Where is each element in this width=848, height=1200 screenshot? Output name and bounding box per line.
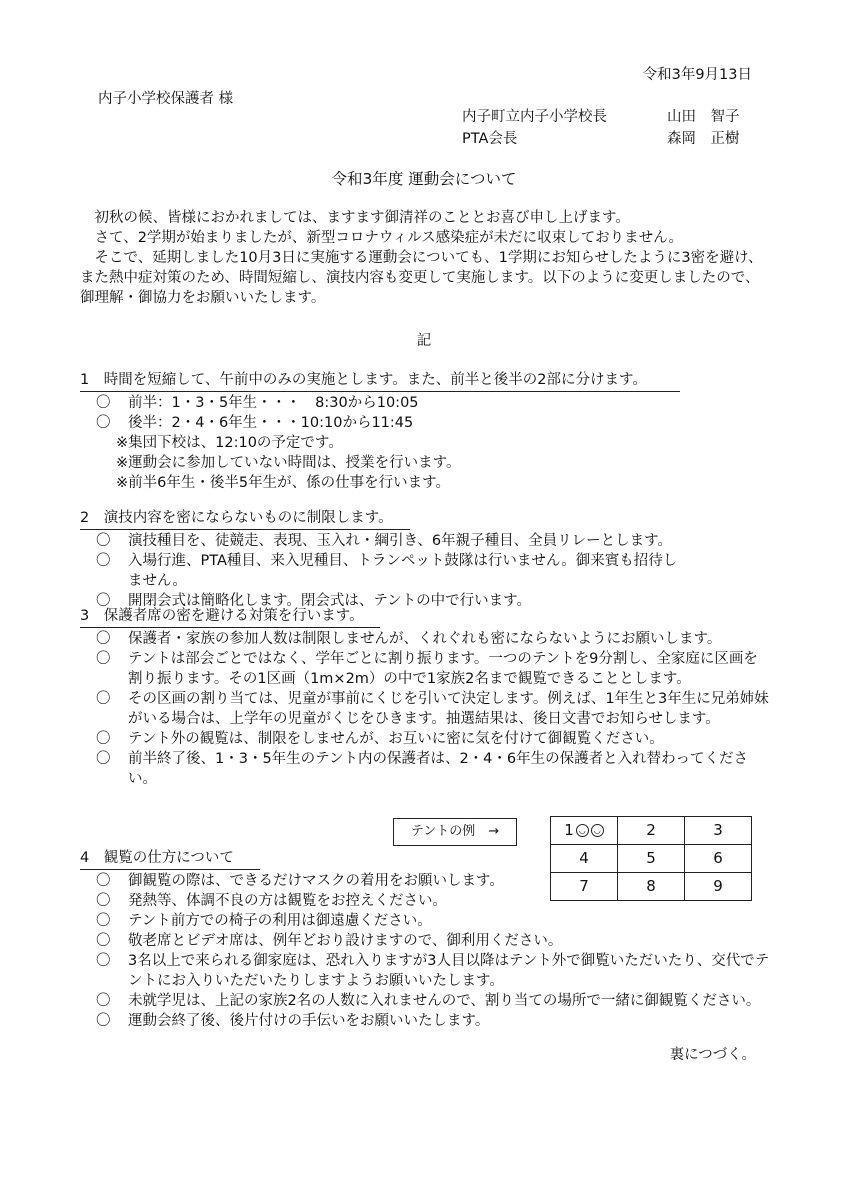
section-heading: 3 保護者席の密を避ける対策を行います。 [80,606,380,628]
note: ※運動会に参加していない時間は、授業を行います。 [116,455,461,471]
list-item-text: 発熱等、体調不良の方は観覧をお控えください。 [128,893,447,909]
circle-bullet-icon: 〇 [96,415,111,431]
tent-cell: 6 [685,845,752,873]
list-item [80,729,770,749]
smiley-icon: ◡ [591,824,604,837]
section-heading: 4 観覧の仕方について [80,848,260,870]
list-item-text: 入場行進、PTA種目、来入児種目、トランペット鼓隊は行いません。御来賓も招待しません。 [128,553,678,589]
list-item [80,911,770,931]
list-item [80,991,770,1011]
list-item-text: テントは部会ごとではなく、学年ごとに割り振ります。一つのテントを9分割し、全家庭に区画を割り振ります。その1区画（1m×2m）の中で1家族2名まで観覧できることとします。 [128,651,758,687]
signature-name: 森岡 正樹 [667,131,740,147]
tent-cell: 4 [551,845,618,873]
tent-cell: 7 [551,873,618,901]
circle-bullet-icon: 〇 [96,993,111,1009]
list-item [80,551,680,591]
list-item [80,891,770,911]
intro-paragraph: そこで、延期しました10月3日に実施する運動会についても、1学期にお知らせしたように3密を避け、また熱中症対策のため、時間短縮し、演技内容も変更して実施します。以下のように変更しましたので、御理解・御協力をお願いいたします。 [80,250,763,306]
list-item [80,531,680,551]
circle-bullet-icon: 〇 [96,913,111,929]
ki-marker: 記 [416,333,432,349]
signature-name: 山田 智子 [667,109,740,125]
list-item [80,629,770,649]
circle-bullet-icon: 〇 [96,751,111,767]
circle-bullet-icon: 〇 [96,651,111,667]
circle-bullet-icon: 〇 [96,933,111,949]
tent-example-label: テントの例 → [393,818,517,846]
signature-role: PTA会長 [462,131,518,147]
document-date: 令和3年9月13日 [642,67,752,83]
circle-bullet-icon: 〇 [96,1013,111,1029]
list-item-text: 敬老席とビデオ席は、例年どおり設けますので、御利用ください。 [128,933,563,949]
document-title: 令和3年度 運動会について [331,170,517,188]
section-1 [80,370,680,493]
circle-bullet-icon: 〇 [96,691,111,707]
list-item-text: その区画の割り当ては、児童が事前にくじを引いて決定します。例えば、1年生と3年生に兄弟姉妹がいる場合は、上学年の児童がくじをひきます。抽選結果は、後日文書でお知らせします。 [128,691,769,727]
circle-bullet-icon: 〇 [96,731,111,747]
list-item [80,393,680,413]
list-item-text: 運動会終了後、後片付けの手伝いをお願いいたします。 [128,1013,490,1029]
circle-bullet-icon: 〇 [96,873,111,889]
signature-pta [462,130,740,148]
list-item-text: テント外の観覧は、制限をしませんが、お互いに密に気を付けて御観覧ください。 [128,731,664,747]
tent-cell: 8 [618,873,685,901]
circle-bullet-icon: 〇 [96,593,111,609]
tent-cell: 2 [618,817,685,845]
circle-bullet-icon: 〇 [96,395,111,411]
continued-note: 裏につづく。 [669,1047,756,1063]
list-item-text: テント前方での椅子の利用は御遠慮ください。 [128,913,432,929]
intro-paragraph: さて、2学期が始まりましたが、新型コロナウィルス感染症が未だに収束しておりません。 [94,230,683,246]
section-4 [80,848,770,1031]
list-item-text: 後半：2・4・6年生・・・10:10から11:45 [128,415,414,431]
signature-role: 内子町立内子小学校長 [462,109,607,125]
list-item [80,951,770,991]
list-item-text: 前半終了後、1・3・5年生のテント内の保護者は、2・4・6年生の保護者と入れ替わってください。 [128,751,748,787]
list-item [80,649,770,689]
section-3 [80,606,770,789]
note: ※集団下校は、12:10の予定です。 [116,435,343,451]
addressee: 内子小学校保護者 様 [98,91,234,107]
list-item [80,1011,770,1031]
list-item [80,931,770,951]
intro-text [80,208,770,308]
list-item-text: 未就学児は、上記の家族2名の人数に入れませんので、割り当ての場所で一緒に御観覧ください。 [128,993,761,1009]
section-heading: 1 時間を短縮して、午前中のみの実施とします。また、前半と後半の2部に分けます。 [80,370,680,392]
tent-cell-number: 1 [564,821,574,840]
tent-cell: 3 [685,817,752,845]
circle-bullet-icon: 〇 [96,631,111,647]
list-item-text: 演技種目を、徒競走、表現、玉入れ・綱引き、6年親子種目、全員リレーとします。 [128,533,672,549]
list-item-text: 前半：1・3・5年生・・・ 8:30から10:05 [128,395,419,411]
list-item-text: 開閉会式は簡略化します。閉会式は、テントの中で行います。 [128,593,531,609]
list-item-text: 保護者・家族の参加人数は制限しませんが、くれぐれも密にならないようにお願いします。 [128,631,722,647]
note: ※前半6年生・後半5年生が、係の仕事を行います。 [116,475,450,491]
list-item-text: 御観覧の際は、できるだけマスクの着用をお願いします。 [128,873,504,889]
section-2 [80,508,680,611]
signature-principal [462,108,740,126]
list-item [80,689,770,729]
circle-bullet-icon: 〇 [96,893,111,909]
circle-bullet-icon: 〇 [96,533,111,549]
section-heading: 2 演技内容を密にならないものに制限します。 [80,508,410,530]
tent-cell: 9 [685,873,752,901]
intro-paragraph: 初秋の候、皆様におかれましては、ますます御清祥のこととお喜び申し上げます。 [94,210,630,226]
tent-cell: 5 [618,845,685,873]
tent-cell [551,817,618,845]
list-item [80,871,770,891]
circle-bullet-icon: 〇 [96,553,111,569]
list-item-text: 3名以上で来られる御家庭は、恐れ入りますが3人目以降はテント外で御覧いただいたり、交代でテントにお入りいただいたりしますようお願いいたします。 [128,953,770,989]
list-item [80,749,770,789]
circle-bullet-icon: 〇 [96,953,111,969]
smiley-icon: ◡ [576,824,589,837]
list-item [80,413,680,433]
